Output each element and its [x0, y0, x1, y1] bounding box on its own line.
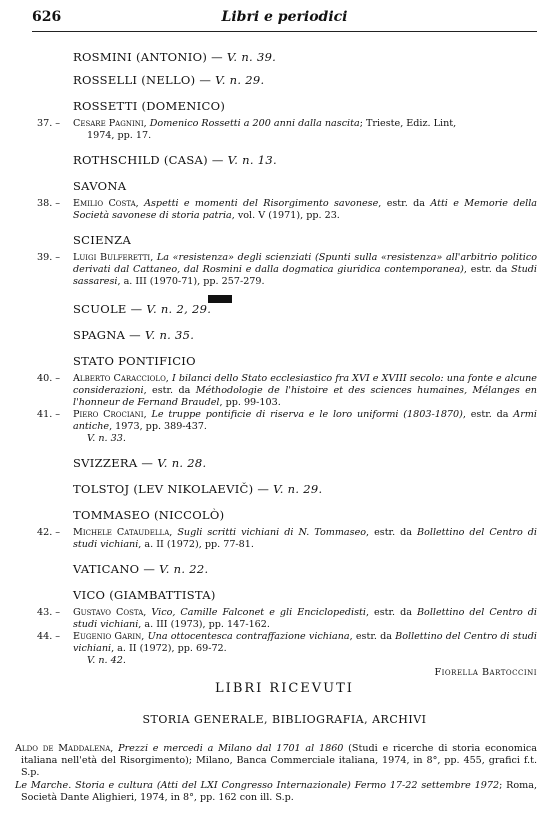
heading-rosmini: ROSMINI (ANTONIO) — V. n. 39. — [73, 50, 277, 64]
header-rule — [32, 31, 537, 32]
entry-number: 39. – — [37, 252, 61, 263]
heading-svizzera: SVIZZERA — V. n. 28. — [73, 456, 207, 470]
section-subtitle: STORIA GENERALE, BIBLIOGRAFIA, ARCHIVI — [142, 713, 427, 726]
heading-scuole: SCUOLE — V. n. 2, 29. — [73, 302, 212, 316]
running-title: Libri e periodici — [221, 9, 348, 25]
heading-rossetti: ROSSETTI (DOMENICO) — [73, 99, 226, 113]
page-number: 626 — [32, 9, 62, 25]
received-book-entry: Le Marche. Storia e cultura (Atti del LXI Congresso Internazionale) Fermo 17-22 settembre 1972; Roma, Società Dante Alighieri, 1974, in 8°, pp. 162 con ill. S.p. — [15, 780, 537, 803]
section-title: LIBRI RICEVUTI — [215, 681, 354, 696]
entry-43: 43. – Gustavo Costa, Vico, Camille Falconet e gli Enciclopedisti, estr. da Bollettino del Centro di studi vichiani, a. III (1973), pp. 147-162. — [37, 607, 537, 630]
received-books-list — [15, 743, 537, 804]
cross-reference: V. n. 33. — [87, 433, 126, 444]
entry-number: 40. – — [37, 373, 61, 384]
entry-number: 42. – — [37, 527, 61, 538]
entry-number: 41. – — [37, 409, 61, 420]
heading-stato-pontificio: STATO PONTIFICIO — [73, 354, 196, 368]
heading-rosselli: ROSSELLI (NELLO) — V. n. 29. — [73, 73, 265, 87]
heading-tommaseo: TOMMASEO (NICCOLÒ) — [73, 508, 225, 522]
heading-vico: VICO (GIAMBATTISTA) — [73, 588, 216, 602]
heading-vaticano: VATICANO — V. n. 22. — [73, 562, 209, 576]
entry-37: 37. – Cesare Pagnini, Domenico Rossetti a 200 anni dalla nascita; Trieste, Ediz. Lint, 1974, pp. 17. — [37, 118, 457, 141]
heading-savona: SAVONA — [73, 179, 127, 193]
page-header — [32, 9, 537, 31]
heading-rothschild: ROTHSCHILD (CASA) — V. n. 13. — [73, 153, 277, 167]
entry-number: 43. – — [37, 607, 61, 618]
entry-40: 40. – Alberto Caracciolo, I bilanci dello Stato ecclesiastico fra XVI e XVIII secolo: una fonte e alcune considerazioni, estr. da Méthodologie de l'histoire et des sciences humaines, Mélanges en l'honneur de Fernand Braudel, pp. 99-103. — [37, 373, 537, 408]
heading-spagna: SPAGNA — V. n. 35. — [73, 328, 195, 342]
heading-scienza: SCIENZA — [73, 233, 132, 247]
entry-number: 37. – — [37, 118, 61, 129]
entry-44: 44. – Eugenio Garin, Una ottocentesca contraffazione vichiana, estr. da Bollettino del Centro di studi vichiani, a. II (1972), pp. 69-72. V. n. 42. — [37, 631, 537, 666]
reviewer-signature: Fiorella Bartoccini — [434, 667, 537, 678]
redaction-mark — [208, 295, 232, 303]
entry-number: 44. – — [37, 631, 61, 642]
cross-reference: V. n. 42. — [87, 655, 126, 666]
entry-42: 42. – Michele Cataudella, Sugli scritti vichiani di N. Tommaseo, estr. da Bollettino del Centro di studi vichiani, a. II (1972), pp. 77-81. — [37, 527, 537, 550]
entry-38: 38. – Emilio Costa, Aspetti e momenti del Risorgimento savonese, estr. da Atti e Memorie della Società savonese di storia patria, vol. V (1971), pp. 23. — [37, 198, 537, 221]
entry-number: 38. – — [37, 198, 61, 209]
received-book-entry: Aldo de Maddalena, Prezzi e mercedi a Milano dal 1701 al 1860 (Studi e ricerche di storia economica italiana nell'età del Risorgimento); Milano, Banca Commerciale italiana, 1974, in 8°, pp. 455, grafici f.t. S.p. — [15, 743, 537, 778]
entry-39: 39. – Luigi Bulferetti, La «resistenza» degli scienziati (Spunti sulla «resistenza» all'arbitrio politico derivati dal Cattaneo, dal Rosmini e dalla dogmatica giuridica contemporanea), estr. da Studi sassaresi, a. III (1970-71), pp. 257-279. — [37, 252, 537, 287]
heading-tolstoj: TOLSTOJ (LEV NIKOLAEVIČ) — V. n. 29. — [73, 482, 323, 496]
index-body — [32, 50, 537, 678]
entry-41: 41. – Piero Crociani, Le truppe pontificie di riserva e le loro uniformi (1803-1870), estr. da Armi antiche, 1973, pp. 389-437. V. n. 33. — [37, 409, 537, 444]
